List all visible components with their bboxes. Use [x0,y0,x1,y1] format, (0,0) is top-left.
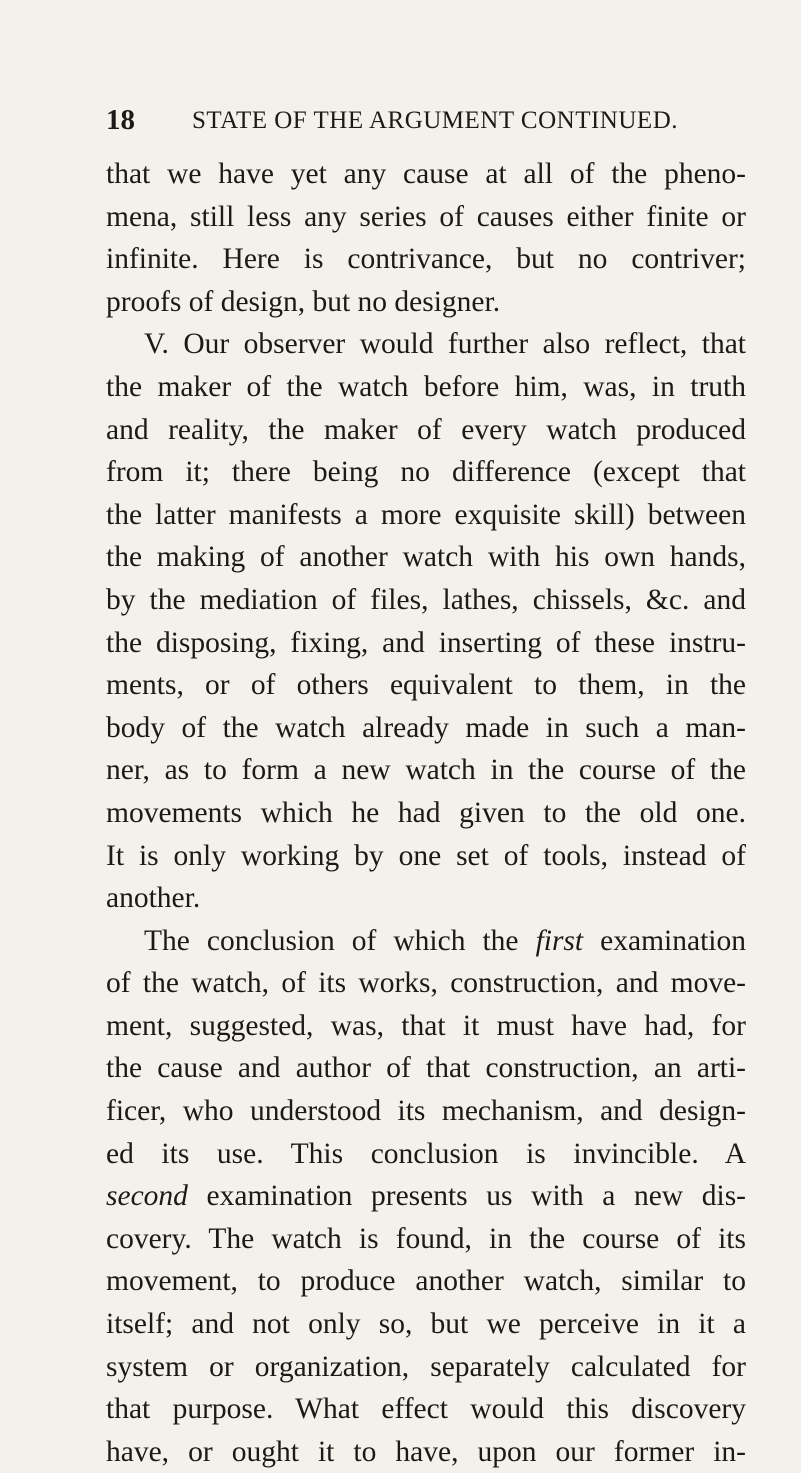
text-line [106,238,746,281]
text-line [106,196,746,239]
text-line [106,877,746,920]
text-line [106,323,746,366]
page-header [106,96,746,146]
text-segment: and reality, the maker of every watch produced [106,413,746,446]
text-segment: covery. The watch is found, in the course of its [106,1222,746,1255]
text-line [106,1090,746,1133]
text-line [106,1218,746,1261]
text-segment: the disposing, fixing, and inserting of these instru- [106,626,746,659]
text-line [106,536,746,579]
text-line [106,281,746,324]
text-segment: that purpose. What effect would this discovery [106,1393,746,1426]
text-segment: infinite. Here is contrivance, but no contriver; [106,243,746,276]
text-segment: It is only working by one set of tools, instead of [106,839,746,872]
text-line [106,622,746,665]
text-segment: V. Our observer would further also reflect, that [144,328,746,361]
text-segment: that we have yet any cause at all of the pheno- [106,158,746,190]
text-segment: system or organization, separately calculated for [106,1350,746,1383]
text-segment: the latter manifests a more exquisite skill) between [106,498,746,531]
page-number: 18 [106,104,135,136]
text-segment: body of the watch already made in such a man- [106,711,746,744]
text-segment: ed its use. This conclusion is invincible. A [106,1137,746,1170]
text-segment: movements which he had given to the old one. [106,796,746,829]
text-line [106,664,746,707]
body-text [106,153,746,1473]
text-segment: ments, or of others equivalent to them, in the [106,669,746,702]
text-line [106,579,746,622]
text-segment: another. [106,882,201,915]
text-line [106,409,746,452]
text-segment: examination presents us with a new dis- [187,1180,746,1213]
text-line [106,451,746,494]
text-line [106,494,746,537]
text-segment: have, or ought it to have, upon our former in- [106,1435,746,1468]
text-segment: mena, still less any series of causes either finite or [106,200,746,233]
text-segment: itself; and not only so, but we perceive in it a [106,1308,746,1341]
text-line [106,920,746,963]
italic-text: first [535,924,584,957]
running-head: STATE OF THE ARGUMENT CONTINUED. [192,107,678,134]
text-line [106,1005,746,1048]
text-segment: The conclusion of which the [144,924,536,957]
text-line [106,962,746,1005]
text-line [106,1388,746,1431]
text-line [106,153,746,196]
text-line [106,1303,746,1346]
text-segment: ment, suggested, was, that it must have had, for [106,1009,746,1042]
text-line [106,792,746,835]
text-segment: from it; there being no difference (except that [106,456,746,489]
text-line [106,1047,746,1090]
text-line [106,1431,746,1473]
text-segment: by the mediation of files, lathes, chissels, &c. and [106,583,746,616]
text-segment: examination [583,924,746,957]
text-segment: the maker of the watch before him, was, in truth [106,370,746,403]
text-segment: ficer, who understood its mechanism, and design- [106,1095,746,1128]
text-line [106,1133,746,1176]
text-segment: ner, as to form a new watch in the course of the [106,754,746,787]
text-line [106,1346,746,1389]
text-line [106,366,746,409]
text-line [106,1175,746,1218]
text-line [106,749,746,792]
text-line [106,707,746,750]
italic-text: second [106,1180,188,1213]
text-line [106,1260,746,1303]
text-segment: movement, to produce another watch, similar to [106,1265,746,1298]
text-segment: the cause and author of that construction, an arti- [106,1052,746,1085]
text-segment: of the watch, of its works, construction, and move- [106,967,746,1000]
text-line [106,835,746,878]
text-segment: proofs of design, but no designer. [106,285,501,318]
text-segment: the making of another watch with his own hands, [106,541,746,574]
